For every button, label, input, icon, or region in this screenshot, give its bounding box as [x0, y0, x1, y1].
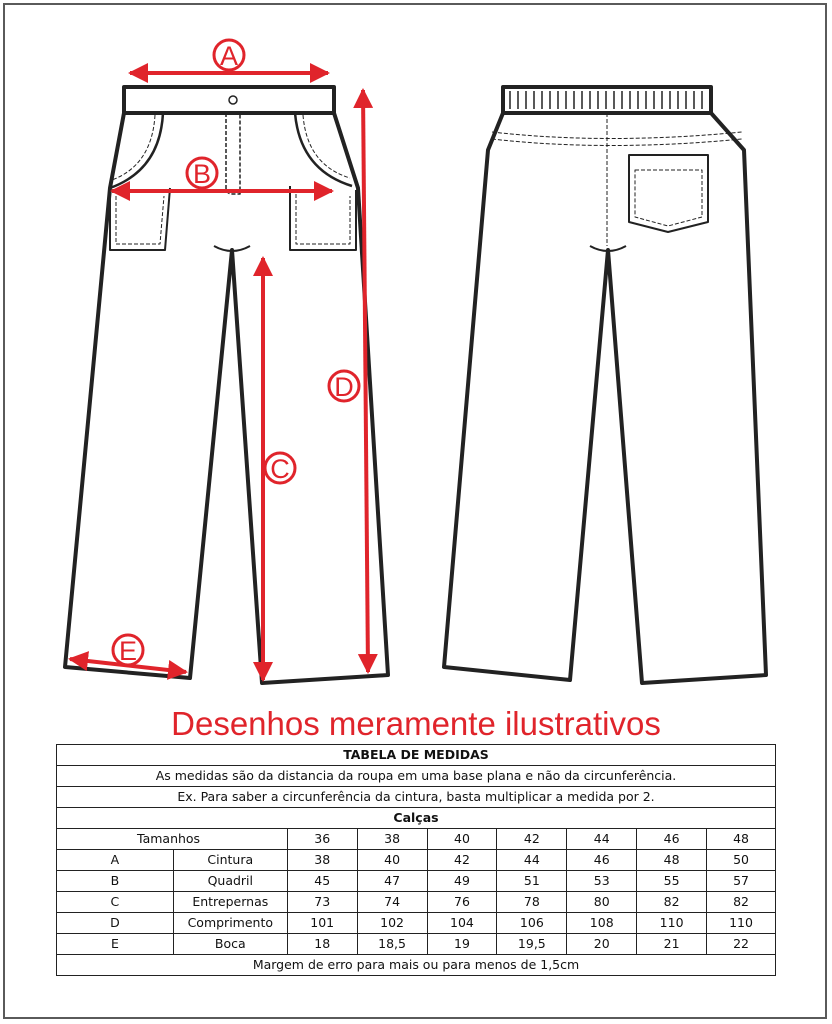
- row-name: Comprimento: [173, 913, 287, 934]
- table-cell: 110: [637, 913, 707, 934]
- table-note-1: As medidas são da distancia da roupa em uma base plana e não da circunferência.: [57, 766, 776, 787]
- table-cell: 82: [637, 892, 707, 913]
- row-code: C: [57, 892, 174, 913]
- front-button: [229, 96, 237, 104]
- table-row: [57, 934, 776, 955]
- row-code: E: [57, 934, 174, 955]
- table-cell: 40: [357, 850, 427, 871]
- table-cell: 106: [497, 913, 567, 934]
- table-cell: 22: [707, 934, 776, 955]
- table-cell: 57: [707, 871, 776, 892]
- table-cell: 18,5: [357, 934, 427, 955]
- table-cell: 50: [707, 850, 776, 871]
- label-a: A: [219, 41, 239, 71]
- table-cell: 80: [567, 892, 637, 913]
- table-cell: 108: [567, 913, 637, 934]
- table-row: [57, 871, 776, 892]
- back-pants-drawing: [444, 87, 766, 683]
- row-code: D: [57, 913, 174, 934]
- table-cell: 73: [287, 892, 357, 913]
- table-cell: 21: [637, 934, 707, 955]
- table-cell: 47: [357, 871, 427, 892]
- table-cell: 76: [427, 892, 497, 913]
- table-row: [57, 892, 776, 913]
- table-note-2: Ex. Para saber a circunferência da cintura, basta multiplicar a medida por 2.: [57, 787, 776, 808]
- table-cell: 104: [427, 913, 497, 934]
- row-name: Boca: [173, 934, 287, 955]
- back-pocket: [629, 155, 708, 232]
- table-cell: 101: [287, 913, 357, 934]
- table-cell: 53: [567, 871, 637, 892]
- table-cell: 19,5: [497, 934, 567, 955]
- table-cell: 44: [497, 850, 567, 871]
- table-title-row: [57, 745, 776, 766]
- table-cell: 42: [427, 850, 497, 871]
- size-header: 40: [427, 829, 497, 850]
- size-header: 44: [567, 829, 637, 850]
- table-row: [57, 913, 776, 934]
- table-cell: 55: [637, 871, 707, 892]
- table-footer-row: [57, 955, 776, 976]
- table-title: TABELA DE MEDIDAS: [57, 745, 776, 766]
- table-cell: 18: [287, 934, 357, 955]
- table-cell: 51: [497, 871, 567, 892]
- table-note-row: [57, 787, 776, 808]
- table-cell: 74: [357, 892, 427, 913]
- table-section-row: [57, 808, 776, 829]
- table-cell: 49: [427, 871, 497, 892]
- illustrative-caption: Desenhos meramente ilustrativos: [171, 705, 661, 742]
- row-code: A: [57, 850, 174, 871]
- table-cell: 19: [427, 934, 497, 955]
- size-header: 42: [497, 829, 567, 850]
- label-c: C: [270, 454, 290, 484]
- table-footer: Margem de erro para mais ou para menos de 1,5cm: [57, 955, 776, 976]
- back-pants-outline: [444, 113, 766, 683]
- table-cell: 46: [567, 850, 637, 871]
- size-header: 48: [707, 829, 776, 850]
- label-d: D: [334, 372, 354, 402]
- row-name: Cintura: [173, 850, 287, 871]
- table-cell: 102: [357, 913, 427, 934]
- label-e: E: [118, 636, 138, 666]
- table-cell: 110: [707, 913, 776, 934]
- table-row: [57, 850, 776, 871]
- size-table: [56, 744, 776, 976]
- table-section: Calças: [57, 808, 776, 829]
- table-note-row: [57, 766, 776, 787]
- table-cell: 45: [287, 871, 357, 892]
- table-cell: 78: [497, 892, 567, 913]
- table-header-row: [57, 829, 776, 850]
- row-name: Quadril: [173, 871, 287, 892]
- size-header: 36: [287, 829, 357, 850]
- table-cell: 20: [567, 934, 637, 955]
- table-cell: 82: [707, 892, 776, 913]
- row-name: Entrepernas: [173, 892, 287, 913]
- label-b: B: [192, 159, 212, 189]
- size-header: 38: [357, 829, 427, 850]
- row-code: B: [57, 871, 174, 892]
- table-cell: 38: [287, 850, 357, 871]
- sizes-label: Tamanhos: [57, 829, 288, 850]
- size-header: 46: [637, 829, 707, 850]
- table-cell: 48: [637, 850, 707, 871]
